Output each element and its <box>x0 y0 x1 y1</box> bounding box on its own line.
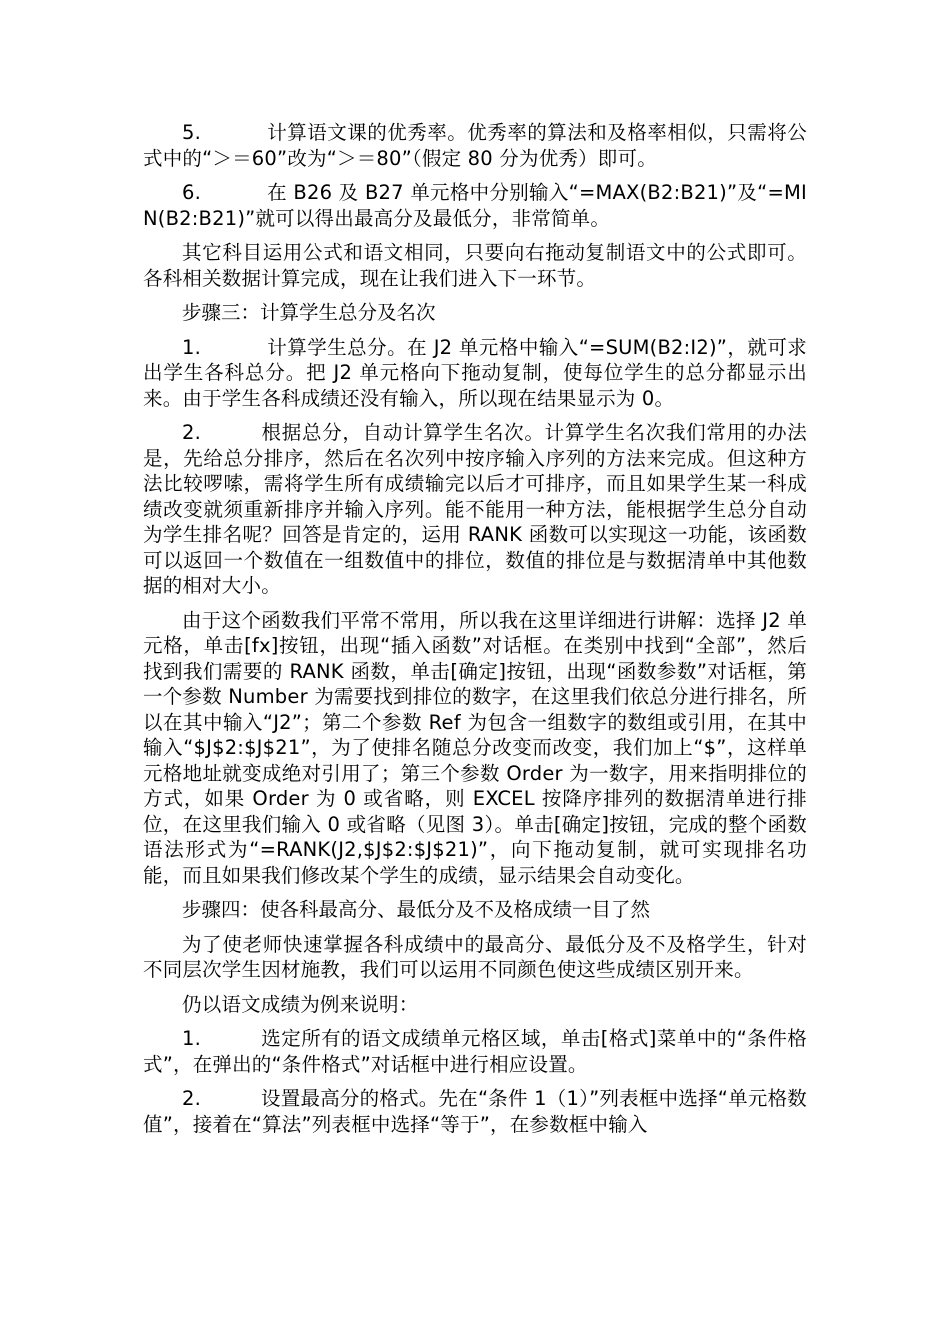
paragraph-step4-item-1 <box>143 1026 807 1077</box>
paragraph-text: 计算学生总分。在 J2 单元格中输入“=SUM(B2:I2)”，就可求出学生各科总分。把 J2 单元格向下拖动复制，使每位学生的总分都显示出来。由于学生各科成绩还没有输入，所以现在结果显示为 0。 <box>143 335 807 410</box>
paragraph-step3-item-1 <box>143 335 807 412</box>
step-four-heading: 步骤四：使各科最高分、最低分及不及格成绩一目了然 <box>182 898 651 921</box>
paragraph-text: 根据总分，自动计算学生名次。计算学生名次我们常用的办法是，先给总分排序，然后在名次列中按序输入序列的方法来完成。但这种方法比较啰嗦，需将学生所有成绩输完以后才可排序，而且如果学生某一科成绩改变就须重新排序并输入序列。能不能用一种方法，能根据学生总分自动为学生排名呢？回答是肯定的，运用 RANK 函数可以实现这一功能，该函数可以返回一个数值在一组数值中的排位，数值的排位是与数据清单中其他数据的相对大小。 <box>143 421 807 597</box>
list-number: 2. <box>182 1087 202 1110</box>
list-number: 1. <box>182 1027 202 1050</box>
paragraph-example: 仍以语文成绩为例来说明： <box>182 992 419 1016</box>
paragraph-other-subjects: 其它科目运用公式和语文相同，只要向右拖动复制语文中的公式即可。各科相关数据计算完成，现在让我们进入下一环节。 <box>143 241 807 290</box>
paragraph-item-6 <box>143 180 807 231</box>
step-three-heading: 步骤三：计算学生总分及名次 <box>182 301 436 324</box>
paragraph-rank-explanation: 由于这个函数我们平常不常用，所以我在这里详细进行讲解：选择 J2 单元格，单击[fx]按钮，出现“插入函数”对话框。在类别中找到“全部”，然后找到我们需要的 RANK 函数，单击[确定]按钮，出现“函数参数”对话框，第一个参数 Number 为需要找到排位的数字，在这里我们依总分进行排名，所以在其中输入“J2”；第二个参数 Ref 为包含一组数字的数组或引用，在其中输入“$J$2:$J$21”，为了使排名随总分改变而改变，我们加上“$”，这样单元格地址就变成绝对引用了；第三个参数 Order 为一数字，用来指明排位的方式，如果 Order 为 0 或省略，则 EXCEL 按降序排列的数据清单进行排位，在这里我们输入 0 或省略（见图 3）。单击[确定]按钮，完成的整个函数语法形式为“=RANK(J2,$J$2:$J$21)”，向下拖动复制，就可实现排名功能，而且如果我们修改某个学生的成绩，显示结果会自动变化。 <box>143 608 807 887</box>
paragraph-item-5 <box>143 120 807 171</box>
paragraph-step4-item-2 <box>143 1086 807 1137</box>
paragraph-text: 选定所有的语文成绩单元格区域，单击[格式]菜单中的“条件格式”，在弹出的“条件格式”对话框中进行相应设置。 <box>143 1027 807 1076</box>
list-number: 6. <box>182 181 202 204</box>
paragraph-colors-intro: 为了使老师快速掌握各科成绩中的最高分、最低分及不及格学生，针对不同层次学生因材施教，我们可以运用不同颜色使这些成绩区别开来。 <box>143 932 807 981</box>
list-number: 5. <box>182 121 202 144</box>
document-body <box>143 120 807 1146</box>
paragraph-step3-item-2 <box>143 420 807 599</box>
paragraph-text: 设置最高分的格式。先在“条件 1（1）”列表框中选择“单元格数值”，接着在“算法”列表框中选择“等于”，在参数框中输入 <box>143 1087 807 1136</box>
paragraph-text: 在 B26 及 B27 单元格中分别输入“=MAX(B2:B21)”及“=MIN(B2:B21)”就可以得出最高分及最低分，非常简单。 <box>143 181 807 230</box>
list-number: 1. <box>182 335 202 359</box>
paragraph-text: 计算语文课的优秀率。优秀率的算法和及格率相似，只需将公式中的“＞＝60”改为“＞＝80”（假定 80 分为优秀）即可。 <box>143 121 807 170</box>
list-number: 2. <box>182 421 202 444</box>
